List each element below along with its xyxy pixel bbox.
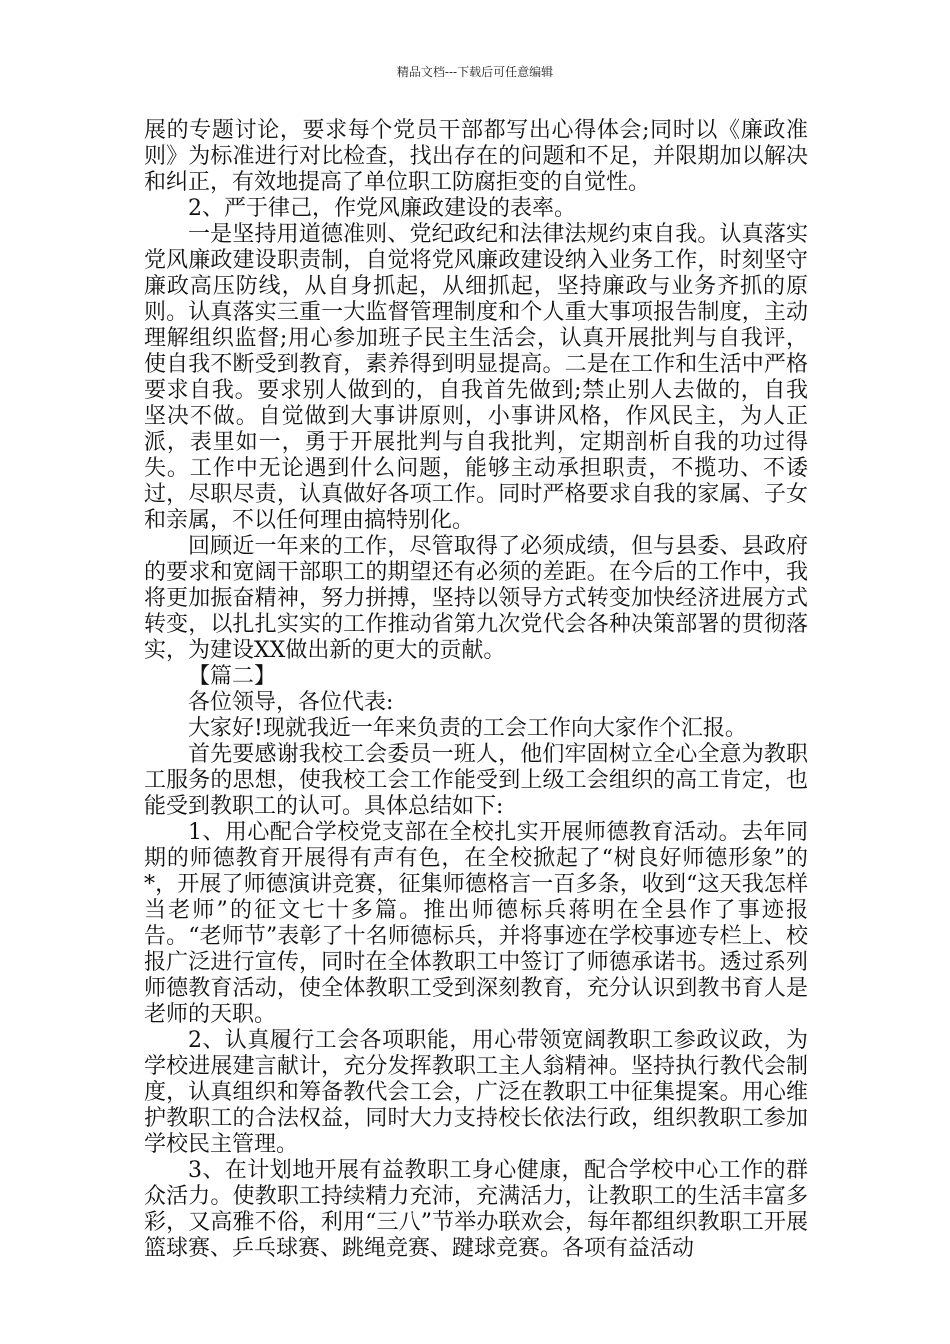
page-header: 精品文档---下载后可任意编辑	[396, 65, 554, 79]
section-heading-2: 2、严于律己，作党风廉政建设的表率。	[188, 196, 576, 221]
greeting-paragraph: 大家好!现就我近一年来负责的工会工作向大家作个汇报。	[188, 716, 747, 741]
part-two-heading: 【篇二】	[188, 664, 277, 689]
item-3-paragraph: 3、在计划地开展有益教职工身心健康，配合学校中心工作的群众活力。使教职工持续精力充沛，充满活力，让教职工的生活丰富多彩，又高雅不俗，利用“三八”节举办联欢会，每年都组织教职工开展篮球赛、乒乓球赛、跳绳竞赛、踺球竞赛。各项有益活动	[144, 1158, 808, 1261]
paragraph-continuation: 展的专题讨论，要求每个党员干部都写出心得体会;同时以《廉政准则》为标准进行对比检查，找出存在的问题和不足，并限期加以解决和纠正，有效地提高了单位职工防腐拒变的自觉性。	[144, 118, 808, 195]
paragraph-self-discipline: 一是坚持用道德准则、党纪政纪和法律法规约束自我。认真落实党风廉政建设职责制，自觉将党风廉政建设纳入业务工作，时刻坚守廉政高压防线，从自身抓起，从细抓起，坚持廉政与业务齐抓的原则。认真落实三重一大监督管理制度和个人重大事项报告制度，主动理解组织监督;用心参加班子民主生活会，认真开展批判与自我评，使自我不断受到教育，素养得到明显提高。二是在工作和生活中严格要求自我。要求别人做到的，自我首先做到;禁止别人去做的，自我坚决不做。自觉做到大事讲原则，小事讲风格，作风民主，为人正派，表里如一，勇于开展批判与自我批判，定期剖析自我的功过得失。工作中无论遇到什么问题，能够主动承担职责，不揽功、不诿过，尽职尽责，认真做好各项工作。同时严格要求自我的家属、子女和亲属，不以任何理由搞特别化。	[144, 222, 808, 533]
salutation: 各位领导，各位代表:	[188, 690, 394, 715]
document-body	[144, 118, 808, 1262]
paragraph-review: 回顾近一年来的工作，尽管取得了必须成绩，但与县委、县政府的要求和宽阔干部职工的期望还有必须的差距。在今后的工作中，我将更加振奋精神，努力拼搏，坚持以领导方式转变加快经济进展方式转变，以扎扎实实的工作推动省第九次党代会各种决策部署的贯彻落实，为建设XX做出新的更大的贡献。	[144, 534, 808, 663]
thanks-paragraph: 首先要感谢我校工会委员一班人，他们牢固树立全心全意为教职工服务的思想，使我校工会工作能受到上级工会组织的高工肯定，也能受到教职工的认可。具体总结如下:	[144, 742, 808, 819]
item-2-paragraph: 2、认真履行工会各项职能，用心带领宽阔教职工参政议政，为学校进展建言献计，充分发挥教职工主人翁精神。坚持执行教代会制度，认真组织和筹备教代会工会，广泛在教职工中征集提案。用心维护教职工的合法权益，同时大力支持校长依法行政，组织教职工参加学校民主管理。	[144, 1028, 808, 1157]
item-1-paragraph: 1、用心配合学校党支部在全校扎实开展师德教育活动。去年同期的师德教育开展得有声有色，在全校掀起了“树良好师德形象”的*，开展了师德演讲竞赛，征集师德格言一百多条，收到“这天我怎样当老师”的征文七十多篇。推出师德标兵蒋明在全县作了事迹报告。“老师节”表彰了十名师德标兵，并将事迹在学校事迹专栏上、校报广泛进行宣传，同时在全体教职工中签订了师德承诺书。透过系列师德教育活动，使全体教职工受到深刻教育，充分认识到教书育人是老师的天职。	[144, 820, 808, 1027]
